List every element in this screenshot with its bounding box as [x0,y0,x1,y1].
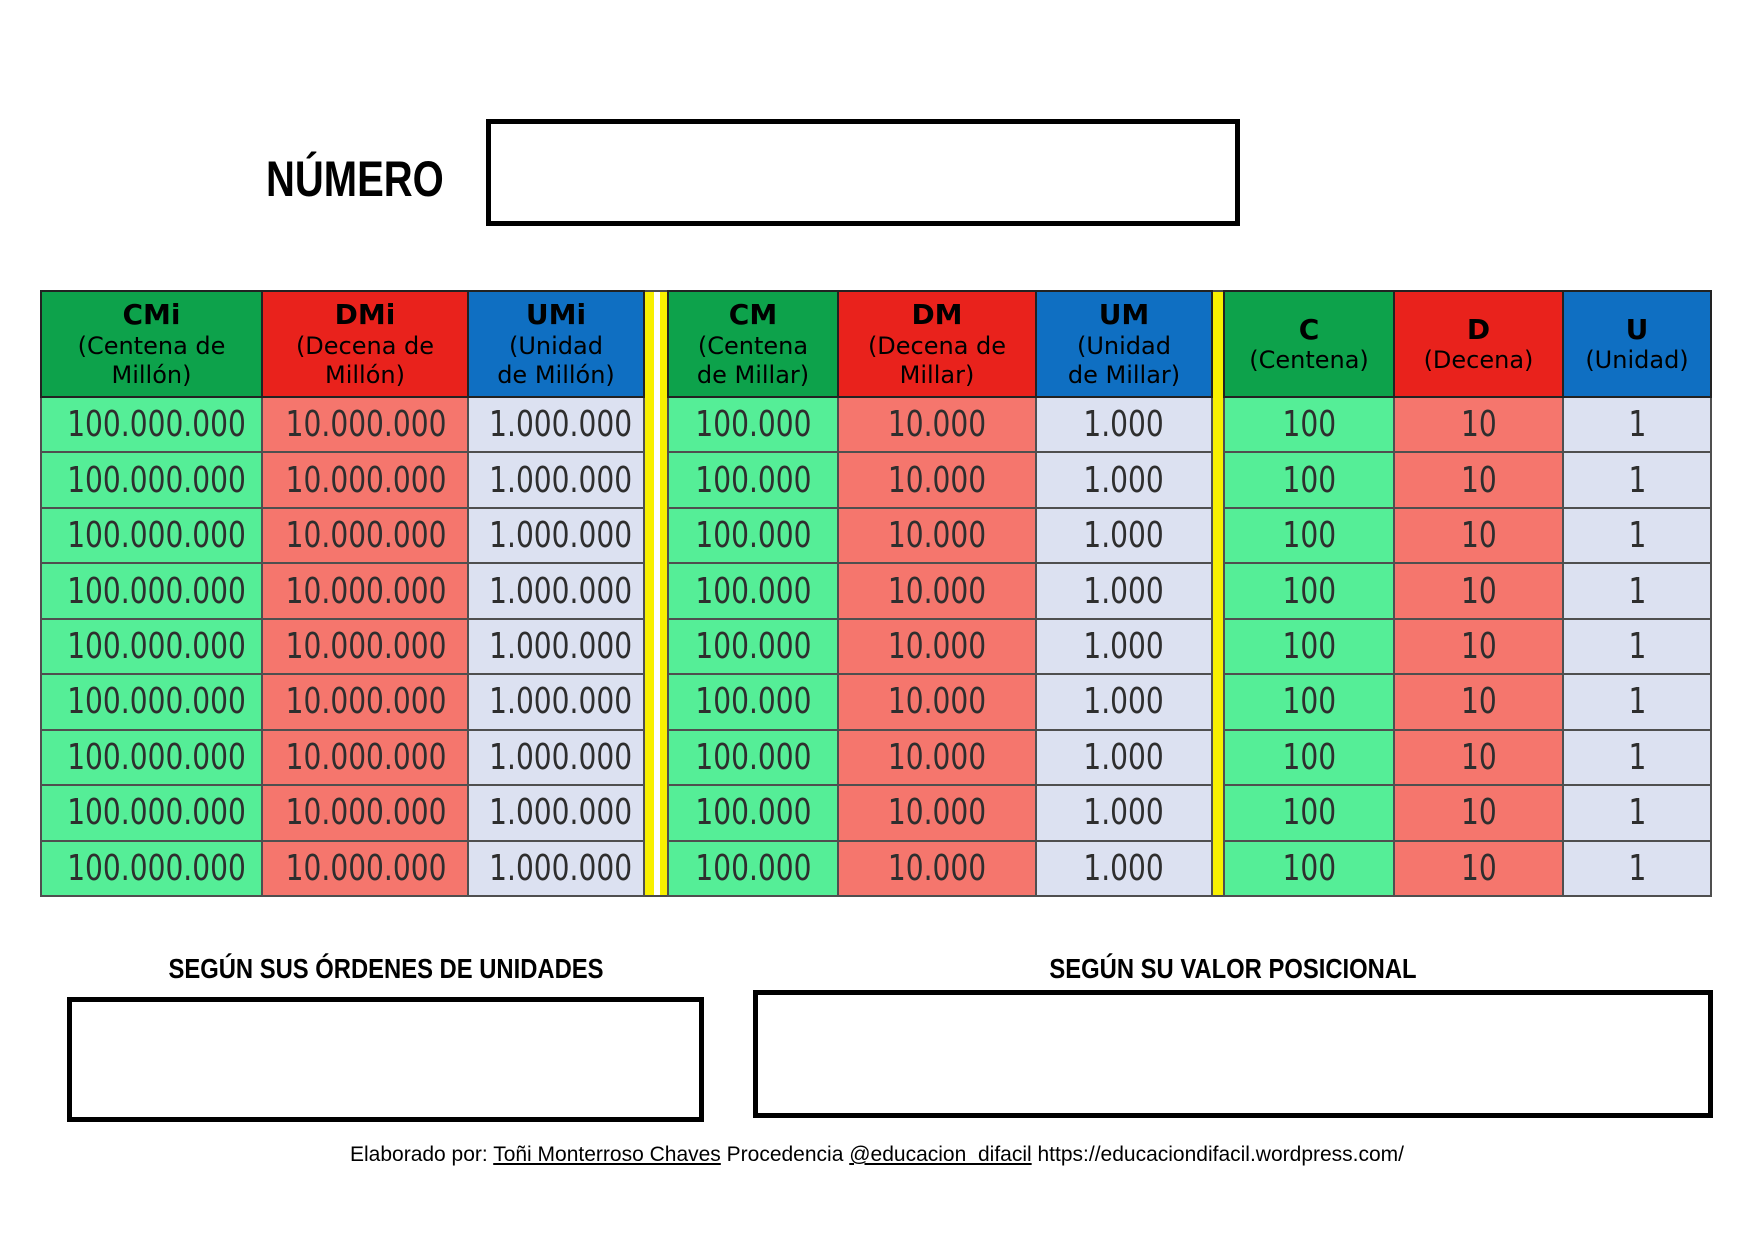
cell-cm [668,563,838,618]
cell-u [1563,397,1711,452]
cell-value: 1.000 [1083,570,1165,612]
cell-dm [838,452,1036,507]
numero-answer-box[interactable] [486,119,1240,226]
header-abbr: D [1466,312,1491,346]
cell-value: 1.000.000 [489,404,633,446]
cell-um [1036,730,1212,785]
group-separator-s1 [644,397,668,452]
cell-value: 100.000 [694,459,812,501]
cell-value: 10.000.000 [285,625,447,667]
cell-value: 100 [1282,570,1336,612]
cell-u [1563,841,1711,897]
cell-cm [668,452,838,507]
cell-value: 100.000.000 [67,404,246,446]
cell-dm [838,563,1036,618]
header-abbr: DMi [334,297,396,331]
cell-value: 1 [1628,681,1646,723]
cell-value: 100.000 [694,515,812,557]
cell-value: 100.000.000 [67,736,246,778]
header-abbr: UMi [525,297,587,331]
header-um [1036,291,1212,397]
cell-umi [468,508,644,563]
header-dmi [262,291,468,397]
header-desc-line: (Unidad) [1585,346,1689,375]
cell-value: 100 [1282,736,1336,778]
cell-um [1036,563,1212,618]
cell-value: 100.000.000 [67,570,246,612]
cell-value: 1.000.000 [489,459,633,501]
header-abbr: CM [728,297,778,331]
cell-value: 1.000.000 [489,570,633,612]
header-umi [468,291,644,397]
cell-value: 1 [1628,459,1646,501]
cell-d [1394,563,1563,618]
cell-c [1224,452,1394,507]
cell-d [1394,785,1563,840]
cell-cmi [41,563,262,618]
group-separator-s2 [1212,674,1224,729]
group-separator-s1 [644,674,668,729]
group-separator-s2 [1212,291,1224,397]
cell-um [1036,397,1212,452]
cell-value: 10.000.000 [285,792,447,834]
cell-dmi [262,619,468,674]
cell-value: 1.000 [1083,515,1165,557]
cell-value: 100 [1282,404,1336,446]
cell-dmi [262,563,468,618]
cell-value: 10 [1460,681,1497,723]
cell-dm [838,508,1036,563]
table-row [41,785,1711,840]
header-desc-line: de Millón) [497,360,615,389]
header-abbr: CMi [122,297,181,331]
cell-value: 1.000.000 [489,625,633,667]
cell-value: 100.000 [694,625,812,667]
cell-c [1224,397,1394,452]
cell-dm [838,674,1036,729]
cell-value: 10 [1460,736,1497,778]
cell-umi [468,397,644,452]
cell-value: 1.000 [1083,459,1165,501]
cell-value: 1.000.000 [489,736,633,778]
cell-c [1224,841,1394,897]
cell-value: 1.000.000 [489,847,633,889]
cell-cm [668,508,838,563]
header-abbr: DM [911,297,963,331]
place-value-table [40,290,1712,897]
cell-umi [468,452,644,507]
cell-value: 10.000.000 [285,515,447,557]
cell-value: 100 [1282,625,1336,667]
header-desc-line: Millón) [111,360,192,389]
cell-u [1563,563,1711,618]
cell-value: 100.000.000 [67,459,246,501]
cell-value: 1.000 [1083,792,1165,834]
cell-cm [668,730,838,785]
header-desc-line: de Millar) [696,360,810,389]
header-desc-line: Millar) [899,360,975,389]
cell-value: 100.000.000 [67,792,246,834]
group-separator-s1 [644,785,668,840]
cell-d [1394,674,1563,729]
cell-value: 10.000.000 [285,681,447,723]
cell-dm [838,730,1036,785]
cell-cm [668,674,838,729]
cell-value: 10 [1460,459,1497,501]
numero-label: NÚMERO [266,151,444,207]
cell-value: 10.000 [887,847,987,889]
table-row [41,452,1711,507]
cell-value: 100.000 [694,736,812,778]
group-separator-s2 [1212,619,1224,674]
cell-um [1036,674,1212,729]
group-separator-s2 [1212,563,1224,618]
cell-u [1563,619,1711,674]
group-separator-s1 [644,563,668,618]
positional-heading: SEGÚN SU VALOR POSICIONAL [1049,953,1417,984]
cell-um [1036,841,1212,897]
cell-value: 1.000 [1083,736,1165,778]
cell-value: 10 [1460,515,1497,557]
cell-cmi [41,730,262,785]
cell-value: 100.000.000 [67,847,246,889]
cell-cmi [41,397,262,452]
cell-value: 100.000.000 [67,515,246,557]
cell-value: 1.000 [1083,625,1165,667]
cell-value: 1.000 [1083,404,1165,446]
cell-cm [668,841,838,897]
cell-value: 100 [1282,515,1336,557]
cell-value: 100.000 [694,792,812,834]
header-desc-line: (Unidad [509,331,603,360]
header-desc-line: (Decena de [867,331,1007,360]
cell-c [1224,785,1394,840]
cell-c [1224,674,1394,729]
cell-value: 100.000 [694,570,812,612]
orders-heading: SEGÚN SUS ÓRDENES DE UNIDADES [168,953,604,984]
cell-umi [468,674,644,729]
cell-cm [668,619,838,674]
cell-cmi [41,841,262,897]
cell-value: 10 [1460,625,1497,667]
cell-value: 10 [1460,404,1497,446]
cell-value: 100.000.000 [67,625,246,667]
cell-u [1563,674,1711,729]
cell-um [1036,452,1212,507]
table-row [41,841,1711,897]
group-separator-s1 [644,841,668,897]
footer-prefix: Elaborado por: [349,1143,494,1166]
cell-dmi [262,841,468,897]
cell-value: 1.000 [1083,681,1165,723]
group-separator-s2 [1212,452,1224,507]
group-separator-s2 [1212,785,1224,840]
cell-dmi [262,452,468,507]
group-separator-s1 [644,508,668,563]
table-row [41,619,1711,674]
header-desc-line: (Centena [697,331,809,360]
cell-cmi [41,785,262,840]
table-row [41,563,1711,618]
cell-d [1394,397,1563,452]
header-row [41,291,1711,397]
cell-cmi [41,452,262,507]
cell-dm [838,397,1036,452]
cell-value: 10.000 [887,459,987,501]
cell-cmi [41,508,262,563]
cell-um [1036,508,1212,563]
positional-answer-box[interactable] [753,990,1713,1118]
cell-dmi [262,730,468,785]
table-row [41,508,1711,563]
header-desc-line: (Decena de [295,331,435,360]
orders-answer-box[interactable] [67,997,704,1122]
table-row [41,674,1711,729]
table-row [41,397,1711,452]
footer-author: Toñi Monterroso Chaves [493,1143,721,1166]
cell-value: 10.000 [887,681,987,723]
group-separator-s2 [1212,841,1224,897]
cell-dmi [262,785,468,840]
cell-um [1036,785,1212,840]
cell-value: 100.000 [694,404,812,446]
cell-d [1394,508,1563,563]
header-abbr: UM [1098,297,1150,331]
cell-cmi [41,674,262,729]
cell-c [1224,619,1394,674]
cell-value: 100.000.000 [67,681,246,723]
group-separator-s1 [644,730,668,785]
cell-c [1224,508,1394,563]
cell-u [1563,452,1711,507]
header-desc-line: de Millar) [1067,360,1181,389]
cell-value: 10 [1460,570,1497,612]
cell-value: 100 [1282,847,1336,889]
cell-umi [468,730,644,785]
cell-value: 1 [1628,847,1646,889]
group-separator-s1 [644,619,668,674]
header-desc-line: (Centena de [77,331,226,360]
header-cmi [41,291,262,397]
cell-value: 1 [1628,792,1646,834]
cell-um [1036,619,1212,674]
cell-dmi [262,397,468,452]
cell-value: 100.000 [694,847,812,889]
cell-u [1563,785,1711,840]
footer-credit [0,1143,1754,1167]
cell-u [1563,508,1711,563]
cell-d [1394,619,1563,674]
cell-value: 10.000.000 [285,404,447,446]
cell-umi [468,785,644,840]
cell-value: 10.000.000 [285,459,447,501]
cell-value: 100.000 [694,681,812,723]
cell-value: 10.000.000 [285,570,447,612]
cell-value: 10.000 [887,404,987,446]
group-separator-s2 [1212,397,1224,452]
group-separator-s1 [644,452,668,507]
header-d [1394,291,1563,397]
cell-u [1563,730,1711,785]
cell-dmi [262,674,468,729]
cell-d [1394,730,1563,785]
cell-value: 10 [1460,847,1497,889]
cell-cmi [41,619,262,674]
cell-value: 100 [1282,681,1336,723]
footer-url[interactable]: https://educaciondifacil.wordpress.com/ [1031,1143,1405,1166]
header-u [1563,291,1711,397]
table-row [41,730,1711,785]
cell-dm [838,785,1036,840]
cell-cm [668,785,838,840]
footer-middle: Procedencia [720,1143,850,1166]
header-desc-line: (Centena) [1249,346,1369,375]
group-separator-s2 [1212,730,1224,785]
group-separator-s2 [1212,508,1224,563]
cell-value: 10.000 [887,792,987,834]
header-abbr: U [1625,312,1649,346]
cell-value: 10.000 [887,570,987,612]
cell-c [1224,730,1394,785]
cell-value: 1.000.000 [489,681,633,723]
cell-cm [668,397,838,452]
cell-value: 10.000 [887,625,987,667]
cell-umi [468,841,644,897]
cell-value: 1.000 [1083,847,1165,889]
header-c [1224,291,1394,397]
cell-d [1394,452,1563,507]
cell-dm [838,619,1036,674]
cell-value: 1 [1628,404,1646,446]
header-desc-line: Millón) [325,360,405,389]
header-cm [668,291,838,397]
cell-value: 10.000 [887,515,987,557]
cell-value: 10.000 [887,736,987,778]
cell-value: 1 [1628,570,1646,612]
header-dm [838,291,1036,397]
group-separator-s1 [644,291,668,397]
header-desc-line: (Decena) [1423,346,1534,375]
cell-value: 100 [1282,459,1336,501]
cell-dm [838,841,1036,897]
header-abbr: C [1298,312,1320,346]
cell-d [1394,841,1563,897]
cell-dmi [262,508,468,563]
cell-c [1224,563,1394,618]
cell-value: 1 [1628,736,1646,778]
cell-value: 1.000.000 [489,792,633,834]
cell-value: 100 [1282,792,1336,834]
cell-value: 1 [1628,625,1646,667]
cell-value: 1.000.000 [489,515,633,557]
cell-value: 10.000.000 [285,736,447,778]
footer-handle[interactable]: @educacion_difacil [849,1143,1032,1166]
cell-umi [468,563,644,618]
header-desc-line: (Unidad [1077,331,1171,360]
cell-value: 1 [1628,515,1646,557]
cell-value: 10.000.000 [285,847,447,889]
cell-umi [468,619,644,674]
cell-value: 10 [1460,792,1497,834]
